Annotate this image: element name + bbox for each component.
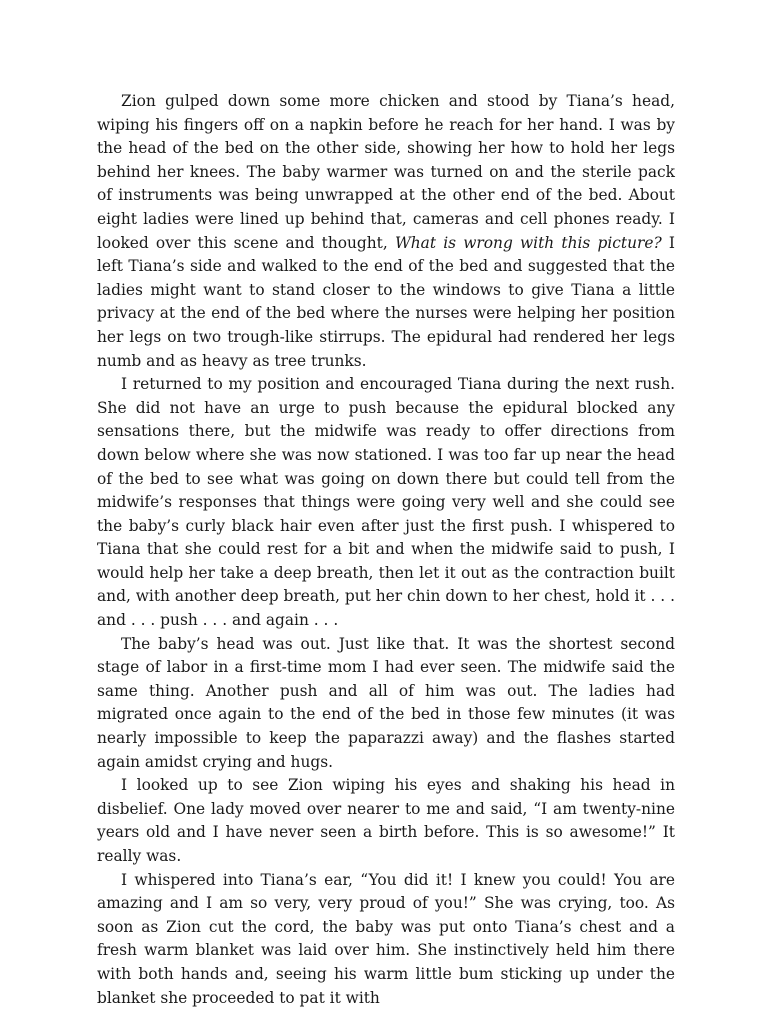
paragraph-3: The baby’s head was out. Just like that. It was the shortest second stage of labor in a first-time mom I had ever seen. The midwife said the same thing. Another push and all of him was out. The ladies had migrated once again to the end of the bed in those few minutes (it was nearly impossible to keep the paparazzi away) and the flashes started again amidst crying and hugs. (97, 634, 675, 771)
paragraph-1-italic-text: What is wrong with this picture? (394, 233, 662, 252)
paragraph-4: I looked up to see Zion wiping his eyes and shaking his head in disbelief. One lady moved over nearer to me and said, “I am twenty-nine years old and I have never seen a birth before. This is so awesome!” It really was. (97, 776, 675, 865)
paragraph-1 (97, 90, 675, 373)
page-body (97, 90, 675, 1010)
paragraph-1-text-after: I left Tiana’s side and walked to the end of the bed and suggested that the ladies might want to stand closer to the windows to give Tiana a little privacy at the end of the bed where the nurses were helping her position her legs on two trough-like stirrups. The epidural had rendered her legs numb and as heavy as tree trunks. (97, 233, 675, 370)
paragraph-5: I whispered into Tiana’s ear, “You did it! I knew you could! You are amazing and I am so very, very proud of you!” She was crying, too. As soon as Zion cut the cord, the baby was put onto Tiana’s chest and a fresh warm blanket was laid over him. She instinctively held him there with both hands and, seeing his warm little bum sticking up under the blanket she proceeded to pat it with (97, 870, 675, 1007)
paragraph-1-text-before: Zion gulped down some more chicken and stood by Tiana’s head, wiping his fingers off on a napkin before he reach for her hand. I was by the head of the bed on the other side, showing her how to hold her legs behind her knees. The baby warmer was turned on and the sterile pack of instruments was being unwrapped at the other end of the bed. About eight ladies were lined up behind that, cameras and cell phones ready. I looked over this scene and thought, (97, 92, 675, 252)
paragraph-2: I returned to my position and encouraged Tiana during the next rush. She did not have an urge to push because the epidural blocked any sensations there, but the midwife was ready to offer directions from down below where she was now stationed. I was too far up near the head of the bed to see what was going on down there but could tell from the midwife’s responses that things were going very well and she could see the baby’s curly black hair even after just the first push. I whispered to Tiana that she could rest for a bit and when the midwife said to push, I would help her take a deep breath, then let it out as the contraction built and, with another deep breath, put her chin down to her chest, hold it . . . and . . . push . . . and again . . . (97, 375, 675, 630)
